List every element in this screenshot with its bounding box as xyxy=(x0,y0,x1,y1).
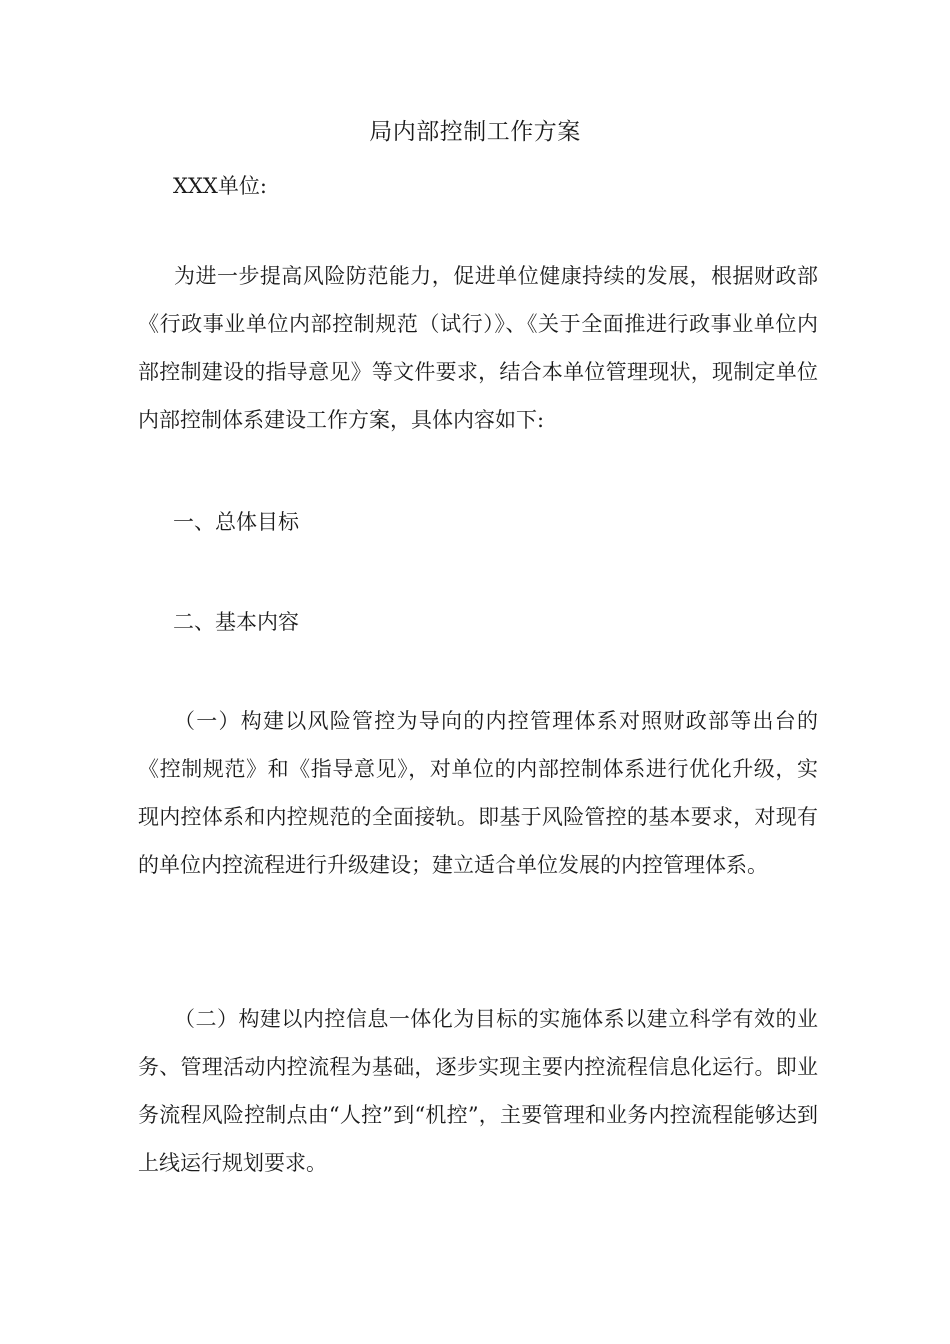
subsection-paragraph-2: （二）构建以内控信息一体化为目标的实施体系以建立科学有效的业务、管理活动内控流程为基础，逐步实现主要内控流程信息化运行。即业务流程风险控制点由“人控”到“机控”，主要管理和业务内控流程能够达到上线运行规划要求。 xyxy=(138,1007,818,1175)
section-heading-basic-content: 二、基本内容 xyxy=(173,610,299,634)
section-heading-overall-goal: 一、总体目标 xyxy=(173,510,299,534)
document-title: 局内部控制工作方案 xyxy=(369,119,581,145)
intro-paragraph: 为进一步提高风险防范能力，促进单位健康持续的发展，根据财政部《行政事业单位内部控制规范（试行）》、《关于全面推进行政事业单位内部控制建设的指导意见》等文件要求，结合本单位管理现状，现制定单位内部控制体系建设工作方案，具体内容如下: xyxy=(138,264,818,432)
salutation: XXX单位: xyxy=(173,174,267,198)
subsection-paragraph-1: （一）构建以风险管控为导向的内控管理体系对照财政部等出台的《控制规范》和《指导意见》，对单位的内部控制体系进行优化升级，实现内控体系和内控规范的全面接轨。即基于风险管控的基本要求，对现有的单位内控流程进行升级建设；建立适合单位发展的内控管理体系。 xyxy=(138,709,818,877)
